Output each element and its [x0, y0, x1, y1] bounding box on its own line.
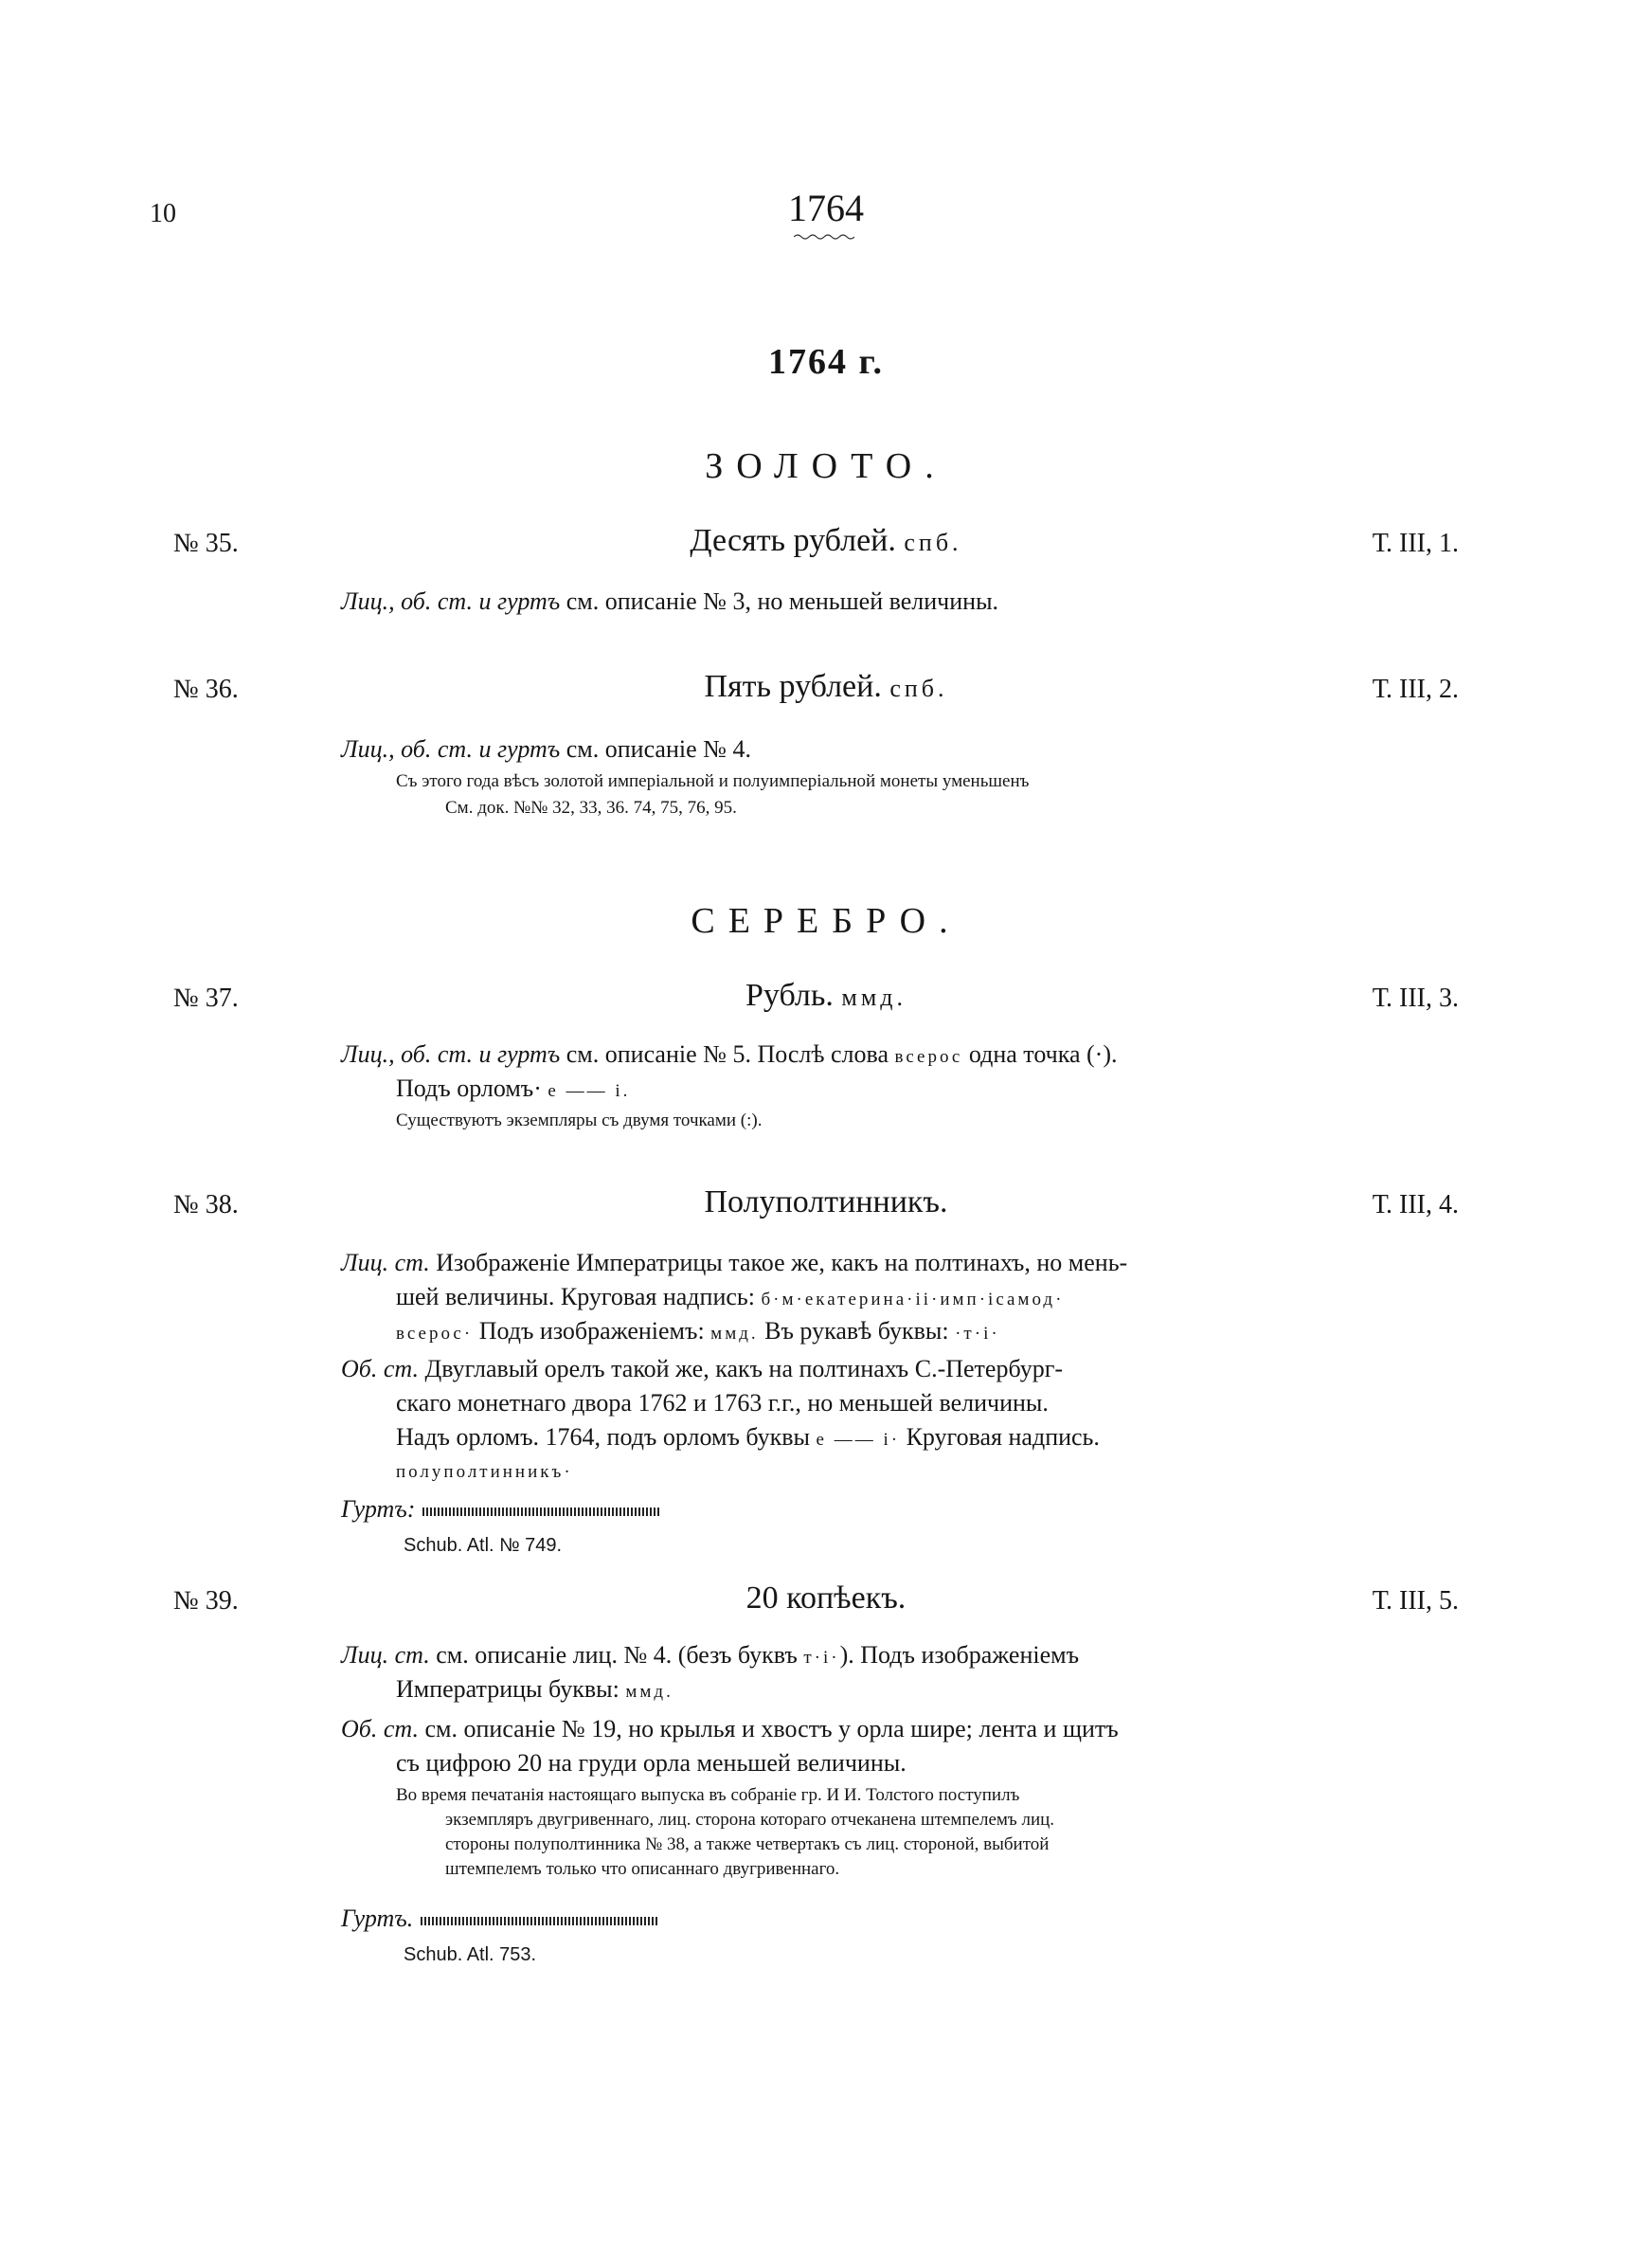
description-line: съ цифрою 20 на груди орла меньшей величины.	[396, 1749, 907, 1777]
coin-name: Пять рублей.	[704, 669, 882, 704]
description-line	[341, 1715, 1119, 1743]
description-text: ). Подъ изображеніемъ	[839, 1641, 1080, 1669]
italic-label: Лиц. ст.	[341, 1641, 430, 1669]
description-line: скаго монетнаго двора 1762 и 1763 г.г., но меньшей величины.	[396, 1389, 1049, 1417]
section-heading-silver: СЕРЕБРО.	[691, 901, 961, 941]
description-text: Изображеніе Императрицы такое же, какъ на полтинахъ, но мень-	[429, 1249, 1128, 1276]
description-text: см. описаніе № 5. Послѣ слова	[560, 1040, 895, 1068]
description-text: Подъ изображеніемъ:	[473, 1317, 711, 1345]
edge-pattern-icon	[421, 1917, 657, 1925]
description-line	[341, 1641, 1079, 1670]
legend-text: всерос·	[396, 1324, 474, 1344]
plate-reference-39: Т. III, 5.	[1372, 1586, 1459, 1616]
legend-text: ммд.	[625, 1682, 673, 1702]
description-text: Двуглавый орелъ такой же, какъ на полтинахъ С.-Петербург-	[419, 1355, 1064, 1382]
italic-label: Лиц., об. ст. и гуртъ	[341, 735, 561, 763]
description-text: Круговая надпись.	[900, 1423, 1100, 1451]
description-line	[341, 1355, 1063, 1383]
italic-label: Об. ст.	[341, 1355, 419, 1382]
italic-label: Лиц., об. ст. и гуртъ	[341, 587, 561, 615]
description-line	[341, 587, 998, 616]
italic-label: Об. ст.	[341, 1715, 419, 1742]
entry-title-39: 20 копѣекъ.	[745, 1580, 907, 1616]
edge-line	[341, 1495, 659, 1524]
description-text: Надъ орломъ. 1764, подъ орломъ буквы	[396, 1423, 817, 1451]
schubert-reference: Schub. Atl. № 749.	[404, 1535, 563, 1556]
wavy-ornament-icon	[794, 233, 854, 241]
description-text: см. описаніе № 19, но крылья и хвостъ у орла шире; лента и щитъ	[419, 1715, 1119, 1742]
footnote-line: экземпляръ двугривеннаго, лиц. сторона котораго отчеканена штемпелемъ лиц.	[445, 1810, 1055, 1830]
coin-name: Рубль.	[745, 978, 834, 1013]
description-line	[341, 735, 751, 764]
description-line	[396, 1675, 673, 1704]
entry-number-37: № 37.	[173, 984, 239, 1013]
description-text: Подъ орломъ·	[396, 1074, 548, 1102]
entry-number-35: № 35.	[173, 529, 239, 558]
description-line	[341, 1249, 1127, 1277]
section-heading-gold: ЗОЛОТО.	[705, 446, 947, 486]
edge-label: Гуртъ:	[341, 1495, 416, 1523]
italic-label: Лиц., об. ст. и гуртъ	[341, 1040, 561, 1068]
description-line	[396, 1317, 1000, 1345]
footnote-line: Съ этого года вѣсъ золотой имперіальной и полуимперіальной монеты уменьшенъ	[396, 771, 1030, 791]
description-text: Въ рукавѣ буквы:	[758, 1317, 956, 1345]
description-line	[341, 1040, 1117, 1069]
coin-name: Десять рублей.	[690, 523, 896, 558]
running-title: 1764	[788, 187, 864, 229]
footnote-line: штемпелемъ только что описаннаго двугривеннаго.	[445, 1859, 840, 1879]
description-text: одна точка (·).	[962, 1040, 1118, 1068]
entry-title-38: Полуполтинникъ.	[704, 1184, 948, 1219]
legend-text: е —— і.	[548, 1081, 631, 1101]
year-title: 1764 г.	[768, 342, 884, 382]
legend-text: полуполтинникъ·	[396, 1462, 573, 1482]
legend-text: т·і·	[803, 1648, 840, 1668]
description-text: см. описаніе лиц. № 4. (безъ буквъ	[429, 1641, 804, 1669]
plate-reference-36: Т. III, 2.	[1372, 675, 1459, 704]
page-number: 10	[150, 199, 176, 228]
description-text: шей величины. Круговая надпись:	[396, 1283, 762, 1310]
edge-pattern-icon	[422, 1508, 659, 1516]
footnote-line: стороны полуполтинника № 38, а также четвертакъ съ лиц. стороной, выбитой	[445, 1834, 1050, 1854]
entry-number-36: № 36.	[173, 675, 239, 704]
plate-reference-35: Т. III, 1.	[1372, 529, 1459, 558]
mint-mark: ммд.	[841, 984, 907, 1011]
mint-mark: спб.	[889, 675, 948, 702]
footnote-line: См. док. №№ 32, 33, 36. 74, 75, 76, 95.	[445, 798, 737, 818]
description-text: см. описаніе № 4.	[560, 735, 751, 763]
entry-number-39: № 39.	[173, 1586, 239, 1616]
edge-label: Гуртъ.	[341, 1905, 414, 1932]
mint-mark: спб.	[904, 529, 962, 556]
entry-number-38: № 38.	[173, 1190, 239, 1219]
italic-label: Лиц. ст.	[341, 1249, 430, 1276]
legend-text: ·т·і·	[955, 1324, 1000, 1344]
description-line	[396, 1455, 573, 1484]
description-line	[396, 1074, 630, 1103]
schubert-reference: Schub. Atl. 753.	[404, 1944, 537, 1965]
legend-text: б·м·екатерина·іі·имп·ісамод·	[761, 1290, 1065, 1309]
legend-text: ммд.	[710, 1324, 759, 1344]
description-text: Императрицы буквы:	[396, 1675, 626, 1703]
legend-text: всерос	[894, 1047, 963, 1067]
description-line	[396, 1423, 1100, 1452]
description-text: см. описаніе № 3, но меньшей величины.	[560, 587, 999, 615]
description-line	[396, 1283, 1064, 1311]
footnote-line: Во время печатанія настоящаго выпуска въ собраніе гр. И И. Толстого поступилъ	[396, 1785, 1020, 1805]
plate-reference-38: Т. III, 4.	[1372, 1190, 1459, 1219]
footnote-line: Существуютъ экземпляры съ двумя точками (:).	[396, 1110, 763, 1130]
edge-line	[341, 1905, 657, 1933]
plate-reference-37: Т. III, 3.	[1372, 984, 1459, 1013]
legend-text: е —— і·	[816, 1430, 901, 1450]
